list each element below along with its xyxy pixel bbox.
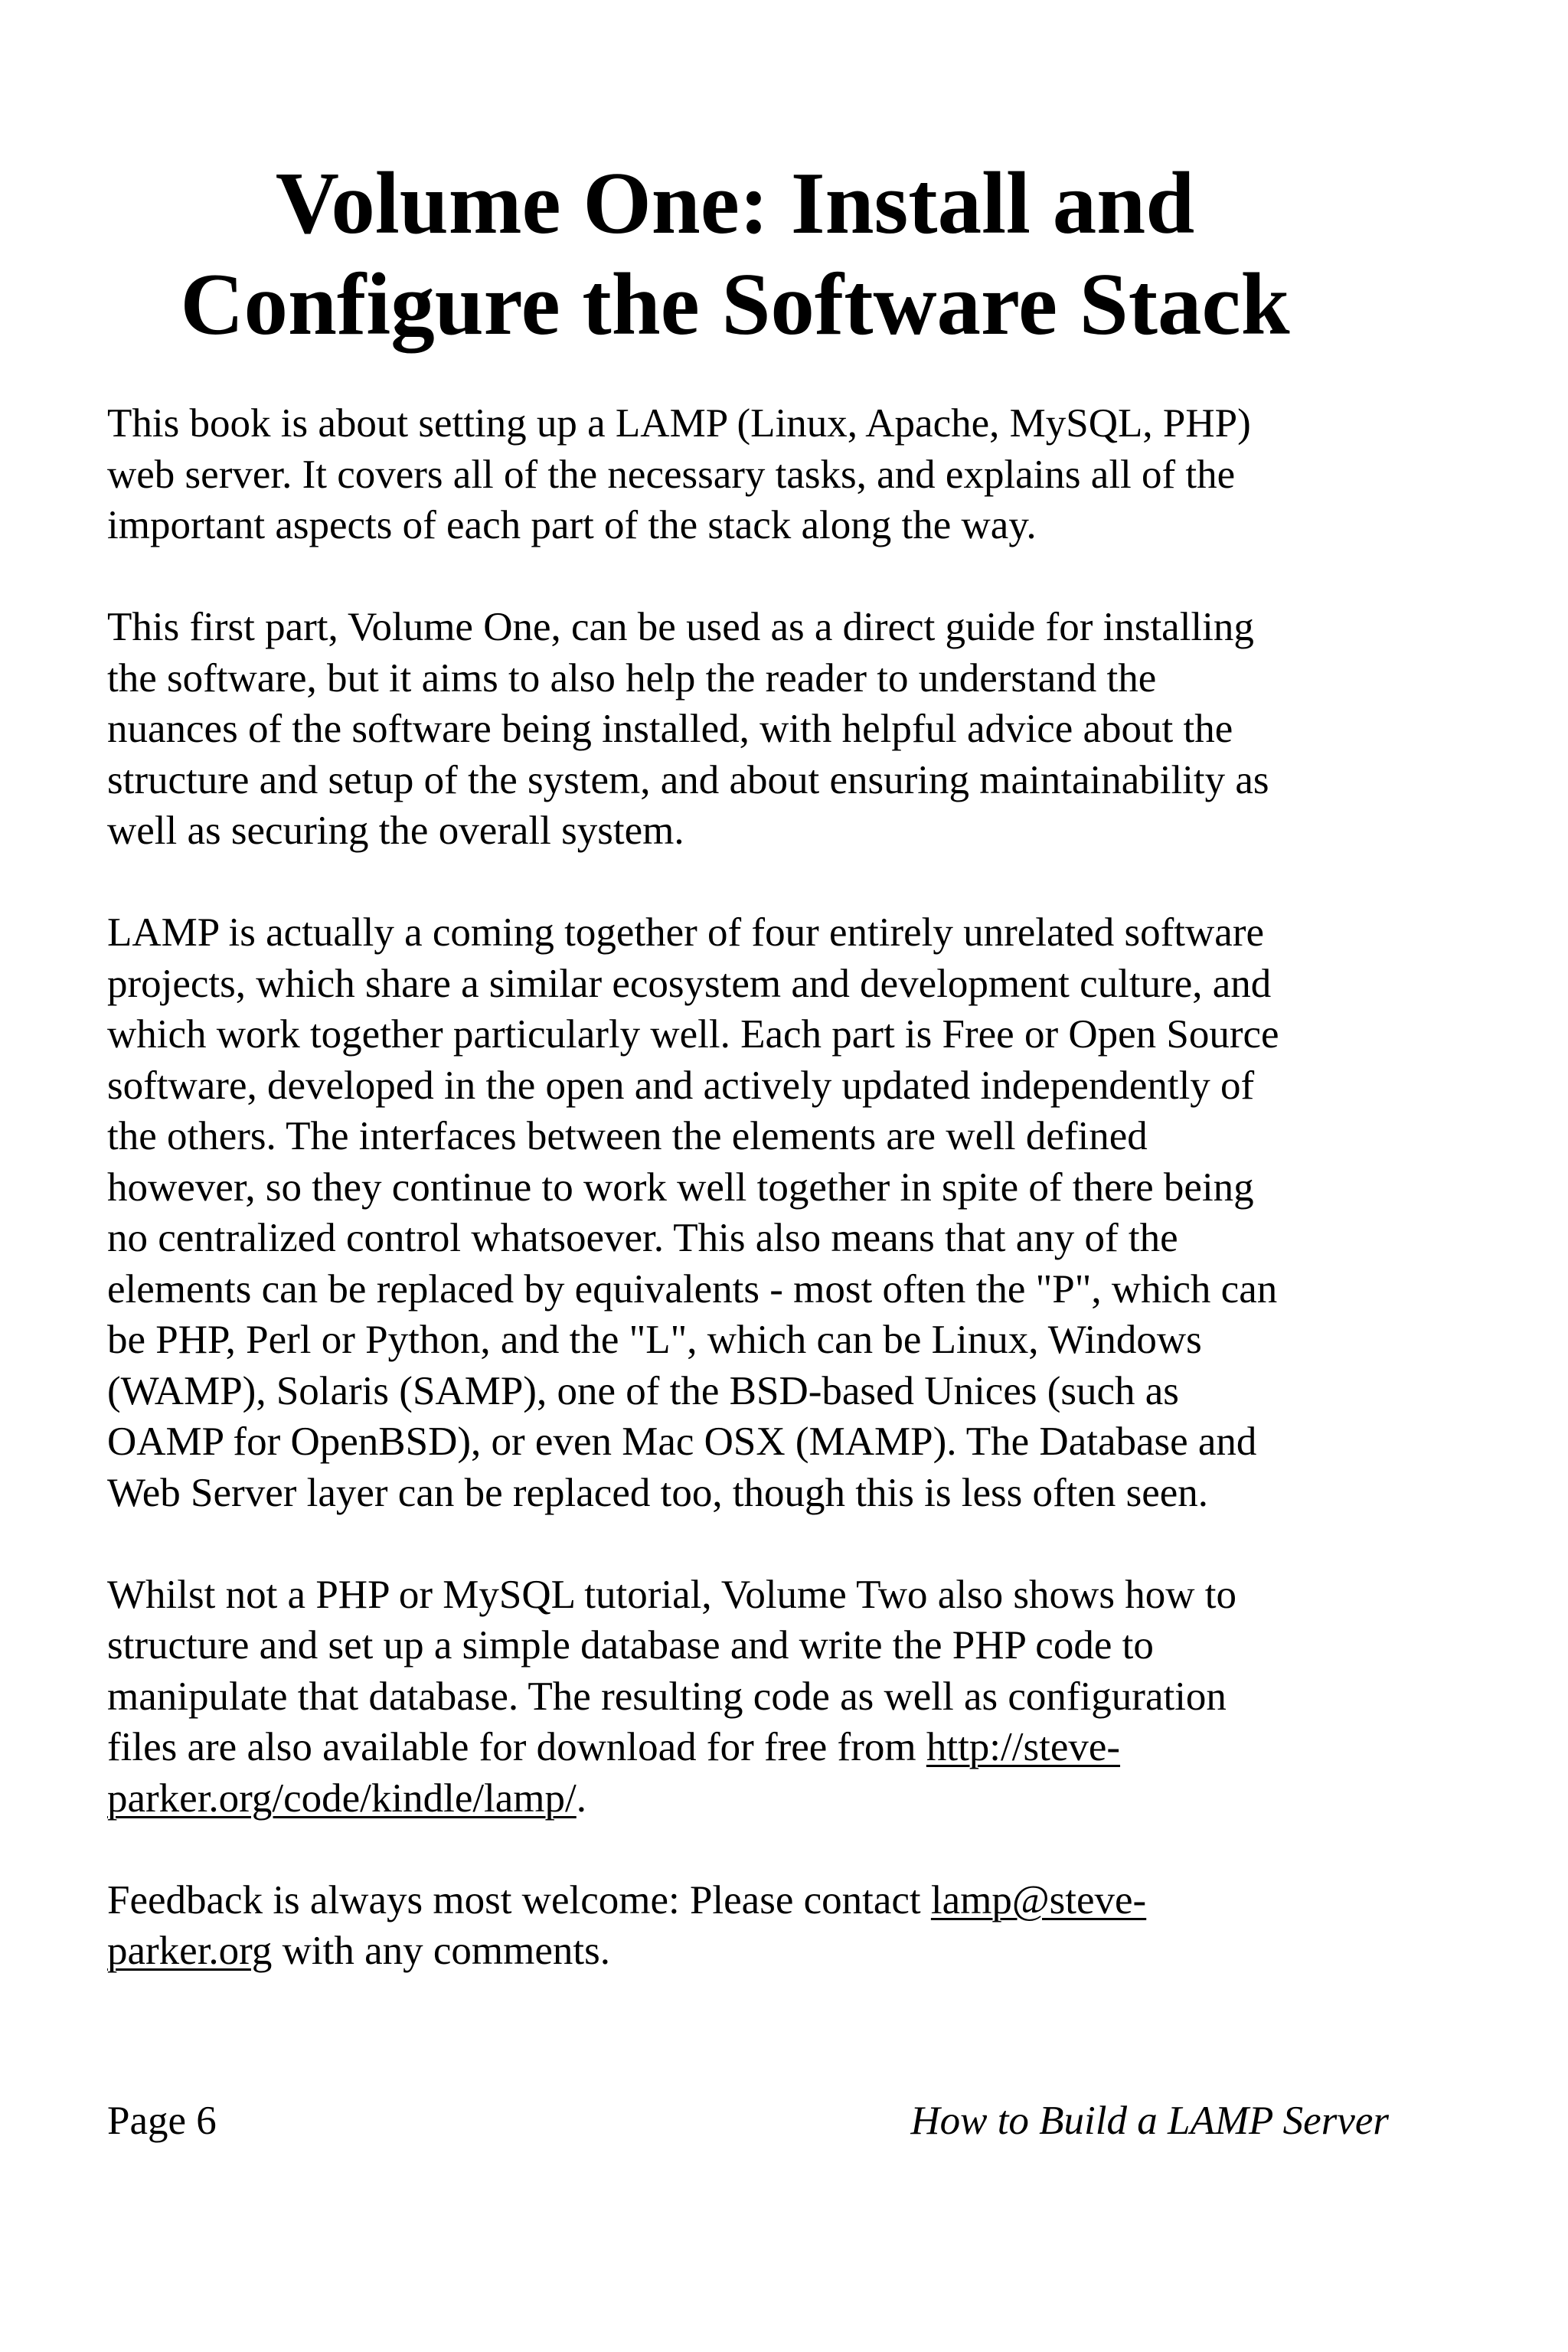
text-line: however, so they continue to work well together in spite of there being xyxy=(107,1165,1254,1210)
paragraph-intro xyxy=(107,398,1409,551)
text-line xyxy=(107,1722,1409,1773)
download-link-continued[interactable]: parker.org/code/kindle/lamp/ xyxy=(107,1775,577,1821)
title-line-1: Volume One: Install and xyxy=(275,155,1195,252)
text-line: (WAMP), Solaris (SAMP), one of the BSD-based Unices (such as xyxy=(107,1368,1179,1413)
text-line: This first part, Volume One, can be used as a direct guide for installing xyxy=(107,605,1254,649)
text-line: Web Server layer can be replaced too, though this is less often seen. xyxy=(107,1470,1209,1515)
paragraph-lamp-description xyxy=(107,907,1409,1518)
paragraph-volume-one xyxy=(107,602,1409,857)
text-line: projects, which share a similar ecosystem and development culture, and xyxy=(107,961,1272,1006)
running-book-title: How to Build a LAMP Server xyxy=(910,2099,1389,2143)
download-link[interactable]: http://steve- xyxy=(926,1725,1121,1769)
text-line: This book is about setting up a LAMP (Linux, Apache, MySQL, PHP) xyxy=(107,401,1251,446)
feedback-text-end: with any comments. xyxy=(272,1929,610,1973)
text-line: nuances of the software being installed, with helpful advice about the xyxy=(107,707,1233,751)
paragraph-feedback xyxy=(107,1875,1409,1977)
text-line: web server. It covers all of the necessary tasks, and explains all of the xyxy=(107,452,1236,497)
text-line: the others. The interfaces between the elements are well defined xyxy=(107,1114,1148,1158)
download-text: files are also available for download for free from xyxy=(107,1725,926,1769)
download-link-period: . xyxy=(576,1775,587,1821)
text-line: important aspects of each part of the stack along the way. xyxy=(107,503,1037,547)
text-line: structure and set up a simple database and write the PHP code to xyxy=(107,1623,1154,1668)
text-line: no centralized control whatsoever. This also means that any of the xyxy=(107,1216,1178,1260)
feedback-text: Feedback is always most welcome: Please contact xyxy=(107,1877,931,1922)
page-title xyxy=(107,153,1363,355)
text-line: well as securing the overall system. xyxy=(107,808,684,853)
text-line: be PHP, Perl or Python, and the "L", which can be Linux, Windows xyxy=(107,1318,1202,1362)
text-line: LAMP is actually a coming together of four entirely unrelated software xyxy=(107,910,1264,955)
text-line: OAMP for OpenBSD), or even Mac OSX (MAMP). The Database and xyxy=(107,1419,1257,1464)
body-text xyxy=(107,398,1409,2027)
text-line: structure and setup of the system, and about ensuring maintainability as xyxy=(107,757,1269,802)
text-line xyxy=(107,1926,1409,1977)
text-line xyxy=(107,1875,1409,1926)
text-line: Whilst not a PHP or MySQL tutorial, Volume Two also shows how to xyxy=(107,1572,1236,1617)
text-line: elements can be replaced by equivalents - most often the "P", which can xyxy=(107,1266,1278,1312)
text-line: manipulate that database. The resulting code as well as configuration xyxy=(107,1674,1227,1719)
title-line-2: Configure the Software Stack xyxy=(180,256,1290,353)
text-line: software, developed in the open and actively updated independently of xyxy=(107,1063,1255,1108)
paragraph-volume-two xyxy=(107,1570,1409,1824)
text-line: the software, but it aims to also help the reader to understand the xyxy=(107,655,1157,701)
email-link-continued[interactable]: parker.org xyxy=(107,1929,273,1973)
page-number: Page 6 xyxy=(107,2099,217,2143)
text-line xyxy=(107,1773,1409,1824)
text-line: which work together particularly well. Each part is Free or Open Source xyxy=(107,1012,1279,1057)
email-link[interactable]: lamp@steve- xyxy=(930,1877,1147,1922)
